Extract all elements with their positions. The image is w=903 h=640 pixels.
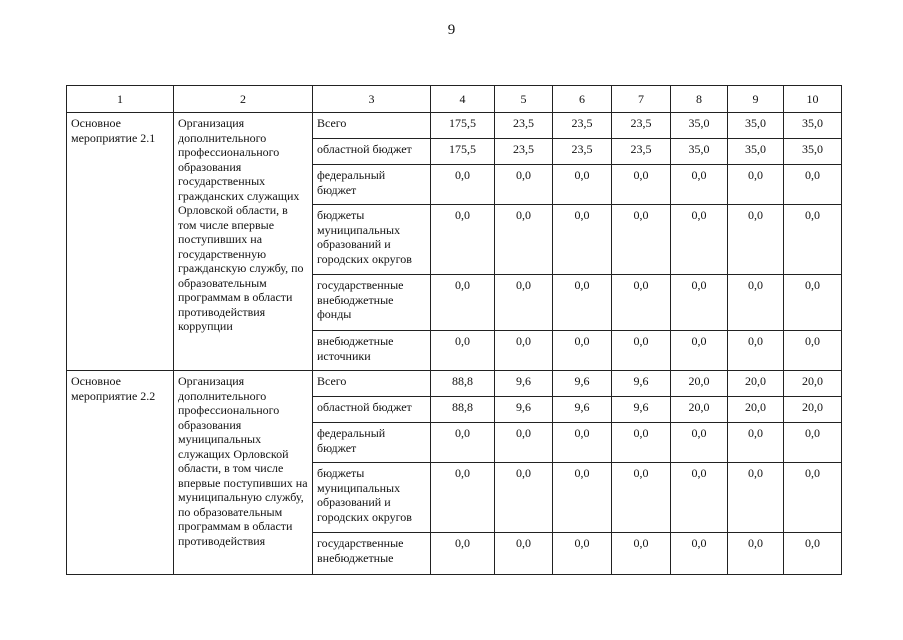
amount-cell: 0,0	[612, 275, 671, 331]
funding-source: государственные внебюджетные	[313, 533, 431, 575]
amount-cell: 9,6	[553, 371, 612, 397]
amount-cell: 20,0	[728, 371, 784, 397]
table-row	[67, 113, 842, 139]
funding-source: государственные внебюджетные фонды	[313, 275, 431, 331]
amount-cell: 0,0	[671, 533, 728, 575]
amount-cell: 9,6	[612, 371, 671, 397]
column-header: 8	[671, 86, 728, 113]
amount-cell: 23,5	[612, 139, 671, 165]
amount-cell: 9,6	[495, 397, 553, 423]
amount-cell: 0,0	[671, 423, 728, 463]
funding-source: федеральный бюджет	[313, 423, 431, 463]
amount-cell: 0,0	[431, 165, 495, 205]
amount-cell: 0,0	[553, 205, 612, 275]
amount-cell: 0,0	[495, 463, 553, 533]
amount-cell: 0,0	[431, 205, 495, 275]
amount-cell: 0,0	[553, 423, 612, 463]
budget-table	[66, 85, 842, 575]
amount-cell: 0,0	[784, 463, 842, 533]
amount-cell: 0,0	[495, 275, 553, 331]
amount-cell: 0,0	[553, 331, 612, 371]
column-header: 3	[313, 86, 431, 113]
amount-cell: 0,0	[728, 533, 784, 575]
amount-cell: 0,0	[612, 205, 671, 275]
amount-cell: 0,0	[728, 463, 784, 533]
amount-cell: 35,0	[671, 139, 728, 165]
funding-source: областной бюджет	[313, 397, 431, 423]
amount-cell: 0,0	[431, 463, 495, 533]
amount-cell: 9,6	[612, 397, 671, 423]
amount-cell: 23,5	[495, 139, 553, 165]
amount-cell: 0,0	[671, 463, 728, 533]
column-header: 1	[67, 86, 174, 113]
amount-cell: 35,0	[784, 139, 842, 165]
column-header: 9	[728, 86, 784, 113]
funding-source: бюджеты муниципальных образований и городских округов	[313, 463, 431, 533]
funding-source: внебюджетные источники	[313, 331, 431, 371]
column-header: 7	[612, 86, 671, 113]
amount-cell: 0,0	[495, 423, 553, 463]
funding-source: бюджеты муниципальных образований и городских округов	[313, 205, 431, 275]
amount-cell: 175,5	[431, 113, 495, 139]
amount-cell: 20,0	[784, 371, 842, 397]
amount-cell: 0,0	[495, 205, 553, 275]
amount-cell: 0,0	[553, 533, 612, 575]
amount-cell: 0,0	[553, 275, 612, 331]
amount-cell: 0,0	[495, 533, 553, 575]
activity-description: Организация дополнительного профессионального образования муниципальных служащих Орловской области, в том числе впервые поступивших на муниципальную службу, по образовательным программам в области противодействия	[174, 371, 313, 575]
amount-cell: 0,0	[431, 423, 495, 463]
activity-code: Основное мероприятие 2.2	[67, 371, 174, 575]
amount-cell: 0,0	[431, 533, 495, 575]
amount-cell: 0,0	[728, 205, 784, 275]
funding-source: областной бюджет	[313, 139, 431, 165]
amount-cell: 0,0	[728, 275, 784, 331]
column-header: 5	[495, 86, 553, 113]
amount-cell: 88,8	[431, 397, 495, 423]
amount-cell: 0,0	[671, 275, 728, 331]
amount-cell: 0,0	[431, 275, 495, 331]
column-header: 2	[174, 86, 313, 113]
amount-cell: 0,0	[784, 165, 842, 205]
amount-cell: 0,0	[612, 463, 671, 533]
amount-cell: 175,5	[431, 139, 495, 165]
amount-cell: 0,0	[728, 423, 784, 463]
page-number: 9	[447, 22, 456, 38]
amount-cell: 20,0	[671, 397, 728, 423]
amount-cell: 88,8	[431, 371, 495, 397]
amount-cell: 0,0	[612, 165, 671, 205]
amount-cell: 23,5	[495, 113, 553, 139]
amount-cell: 0,0	[671, 165, 728, 205]
amount-cell: 0,0	[671, 331, 728, 371]
amount-cell: 0,0	[784, 423, 842, 463]
amount-cell: 0,0	[728, 331, 784, 371]
column-header: 4	[431, 86, 495, 113]
amount-cell: 35,0	[728, 113, 784, 139]
amount-cell: 20,0	[728, 397, 784, 423]
funding-source: Всего	[313, 371, 431, 397]
amount-cell: 23,5	[553, 139, 612, 165]
amount-cell: 0,0	[495, 331, 553, 371]
amount-cell: 0,0	[495, 165, 553, 205]
activity-code: Основное мероприятие 2.1	[67, 113, 174, 371]
funding-source: Всего	[313, 113, 431, 139]
amount-cell: 0,0	[612, 533, 671, 575]
column-header: 6	[553, 86, 612, 113]
amount-cell: 35,0	[671, 113, 728, 139]
funding-source: федеральный бюджет	[313, 165, 431, 205]
amount-cell: 35,0	[784, 113, 842, 139]
amount-cell: 0,0	[553, 463, 612, 533]
amount-cell: 0,0	[728, 165, 784, 205]
amount-cell: 9,6	[553, 397, 612, 423]
amount-cell: 20,0	[671, 371, 728, 397]
column-number-row	[67, 86, 842, 113]
amount-cell: 23,5	[553, 113, 612, 139]
amount-cell: 0,0	[784, 275, 842, 331]
amount-cell: 35,0	[728, 139, 784, 165]
amount-cell: 0,0	[784, 205, 842, 275]
amount-cell: 0,0	[431, 331, 495, 371]
amount-cell: 0,0	[784, 331, 842, 371]
amount-cell: 0,0	[553, 165, 612, 205]
amount-cell: 23,5	[612, 113, 671, 139]
amount-cell: 0,0	[671, 205, 728, 275]
amount-cell: 0,0	[612, 423, 671, 463]
amount-cell: 0,0	[612, 331, 671, 371]
table-row	[67, 371, 842, 397]
column-header: 10	[784, 86, 842, 113]
amount-cell: 0,0	[784, 533, 842, 575]
amount-cell: 20,0	[784, 397, 842, 423]
amount-cell: 9,6	[495, 371, 553, 397]
activity-description: Организация дополнительного профессионального образования государственных гражданских служащих Орловской области, в том числе впервые поступивших на государственную гражданскую службу, по образовательным программам в области противодействия коррупции	[174, 113, 313, 371]
